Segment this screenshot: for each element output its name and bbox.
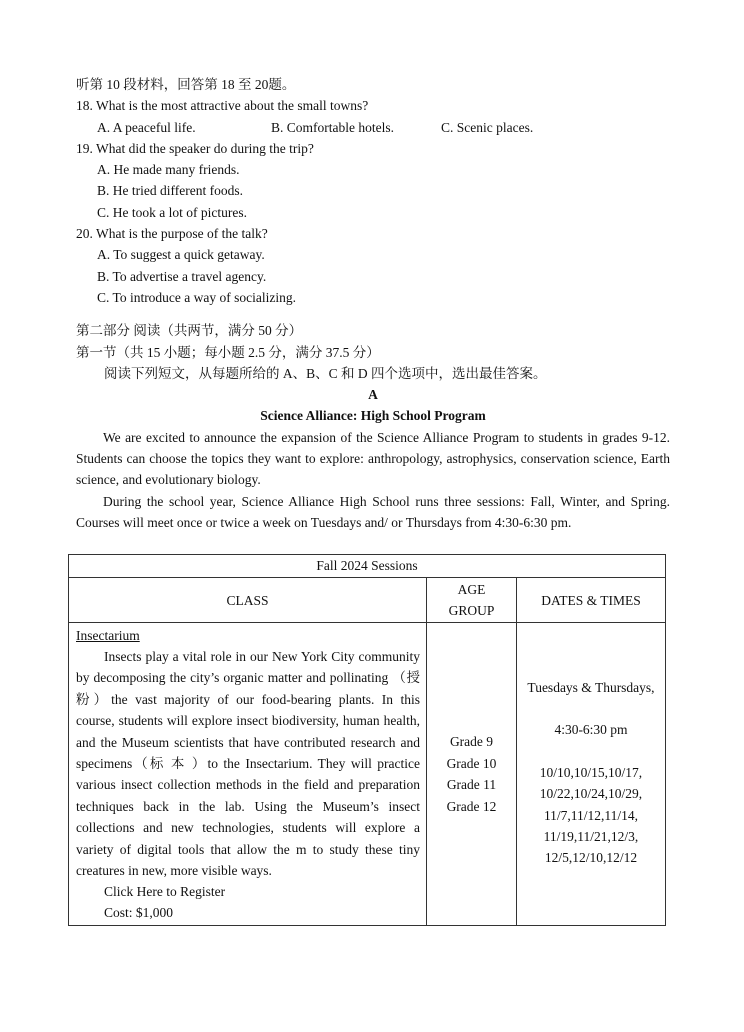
options-row <box>76 117 670 138</box>
listening-intro: 听第 10 段材料，回答第 18 至 20题。 <box>76 77 296 92</box>
header-dates-times: DATES & TIMES <box>517 578 666 623</box>
question-stem: 19. What did the speaker do during the trip? <box>76 140 314 156</box>
grade-label: Grade 10 <box>446 755 497 771</box>
passage-paragraph-2: During the school year, Science Alliance High School runs three sessions: Fall, Winter, and Spring. Courses will meet once or twice a week on Tuesdays and/ or Thursdays from 4:30-6:30 pm. <box>76 493 670 530</box>
class-description: Insects play a vital role in our New York City community by decomposing the city’s organic matter and pollinating （授粉）the vast majority of our food-bearing plants. In this course, students will explore insect biodiversity, human health, and the Museum scientists that have contributed research and specimens（标 本 ）to the Insectarium. They will practice various insect collection methods in the field and preparation techniques back in the lab. Using the Museum’s insect collections and new technologies, students will explore a variety of digital tools that allow the m to study these tiny creatures in new, more visible ways. <box>76 649 420 879</box>
option-c: C. To introduce a way of socializing. <box>97 289 297 305</box>
table-header-row <box>69 578 666 623</box>
exam-page <box>76 74 670 533</box>
header-age-group: AGE GROUP <box>427 578 517 623</box>
grade-label: Grade 11 <box>446 777 497 793</box>
passage-paragraph-1: We are excited to announce the expansion of the Science Alliance Program to students in grades 9-12. Students can choose the topics they want to explore: anthropology, astrophysics, conservation science, Earth science, and evolutionary biology. <box>76 429 670 488</box>
question-18 <box>76 95 670 138</box>
class-cell <box>69 623 427 926</box>
date-line: 10/10,10/15,10/17, <box>539 764 643 780</box>
date-line: 11/19,11/21,12/3, <box>543 829 639 845</box>
question-19 <box>76 138 670 223</box>
class-time: 4:30-6:30 pm <box>554 722 628 738</box>
option-c: C. He took a lot of pictures. <box>97 204 247 220</box>
schedule-table <box>68 554 666 926</box>
passage-letter: A <box>368 387 378 403</box>
question-stem: 20. What is the purpose of the talk? <box>76 226 268 242</box>
option-a: A. To suggest a quick getaway. <box>97 247 265 263</box>
grade-label: Grade 12 <box>446 798 497 814</box>
age-group-cell <box>427 623 517 926</box>
class-name: Insectarium <box>76 628 140 643</box>
option-b: B. He tried different foods. <box>97 183 243 199</box>
grade-label: Grade 9 <box>449 734 494 750</box>
reading-instruction: 阅读下列短文，从每题所给的 A、B、C 和 D 四个选项中，选出最佳答案。 <box>104 365 547 381</box>
table-row <box>69 623 666 926</box>
table-caption: Fall 2024 Sessions <box>69 555 666 578</box>
class-cost: Cost: $1,000 <box>104 905 174 921</box>
option-c: C. Scenic places. <box>441 119 534 135</box>
header-class: CLASS <box>69 578 427 623</box>
option-a: A. He made many friends. <box>97 162 240 178</box>
passage-title: Science Alliance: High School Program <box>260 408 486 424</box>
option-b: B. To advertise a travel agency. <box>97 268 267 284</box>
question-stem: 18. What is the most attractive about the small towns? <box>76 98 369 114</box>
class-days: Tuesdays & Thursdays, <box>527 680 655 695</box>
reading-section-title: 第一节（共 15 小题；每小题 2.5 分，满分 37.5 分） <box>76 344 380 360</box>
dates-times-cell <box>517 623 666 926</box>
date-line: 10/22,10/24,10/29, <box>539 786 643 802</box>
date-line: 12/5,12/10,12/12 <box>544 850 638 866</box>
date-line: 11/7,11/12,11/14, <box>543 807 639 823</box>
reading-part-title: 第二部分 阅读（共两节，满分 50 分） <box>76 323 303 339</box>
question-20 <box>76 223 670 308</box>
register-link[interactable]: Click Here to Register <box>104 884 226 900</box>
option-a: A. A peaceful life. <box>97 119 196 135</box>
option-b: B. Comfortable hotels. <box>271 119 394 135</box>
